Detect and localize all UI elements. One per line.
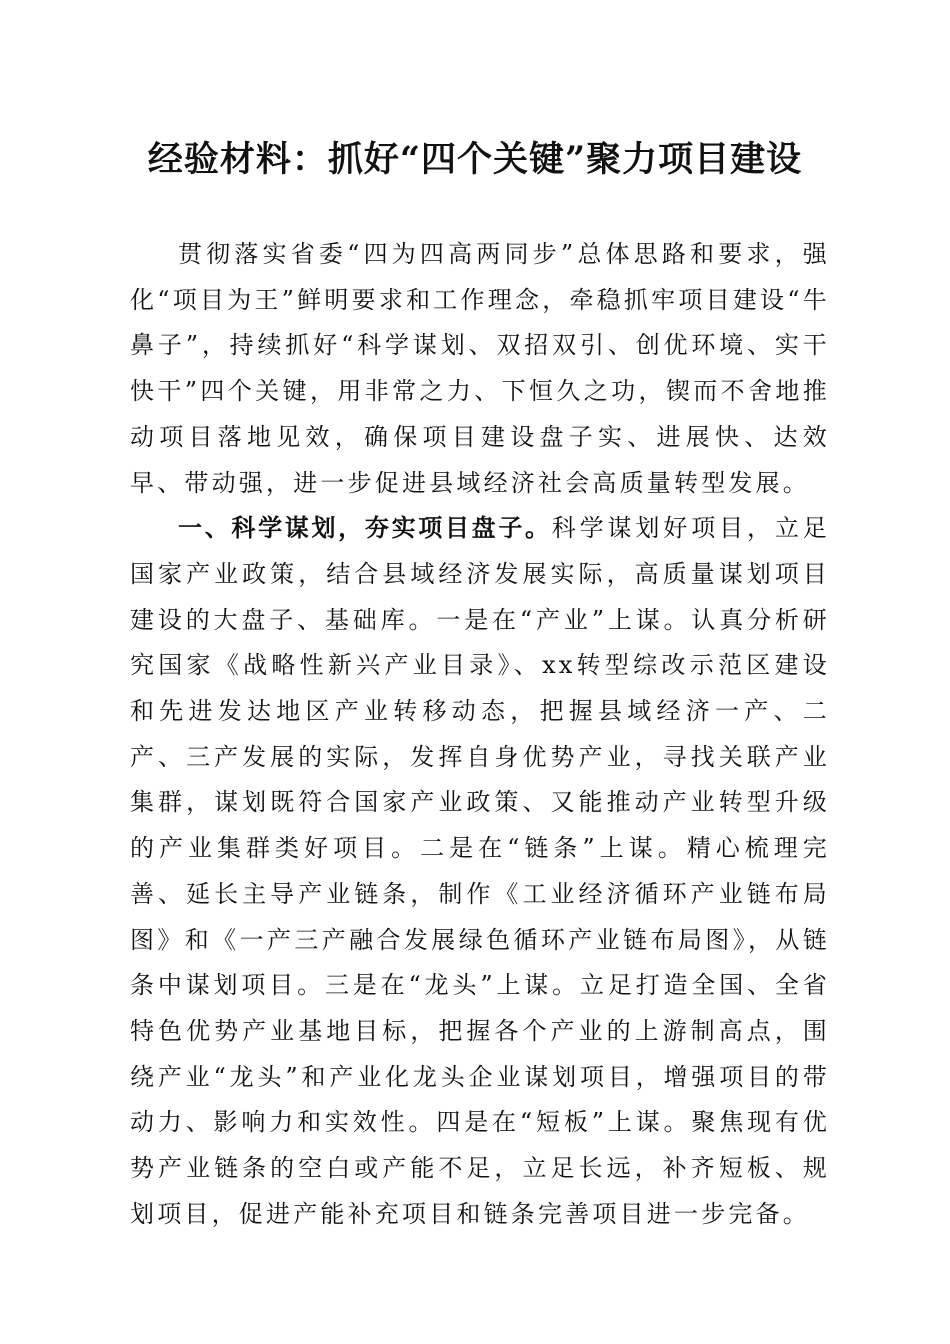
section-one-heading: 一、科学谋划，夯实项目盘子。 [178, 514, 552, 543]
document-body [130, 232, 830, 1237]
section-one-text: 科学谋划好项目，立足国家产业政策，结合县域经济发展实际，高质量谋划项目建设的大盘子、基础库。一是在“产业”上谋。认真分析研究国家《战略性新兴产业目录》、xx转型综改示范区建设和先进发达地区产业转移动态，把握县域经济一产、二产、三产发展的实际，发挥自身优势产业，寻找关联产业集群，谋划既符合国家产业政策、又能推动产业转型升级的产业集群类好项目。二是在“链条”上谋。精心梳理完善、延长主导产业链条，制作《工业经济循环产业链布局图》和《一产三产融合发展绿色循环产业链布局图》，从链条中谋划项目。三是在“龙头”上谋。立足打造全国、全省特色优势产业基地目标，把握各个产业的上游制高点，围绕产业“龙头”和产业化龙头企业谋划项目，增强项目的带动力、影响力和实效性。四是在“短板”上谋。聚焦现有优势产业链条的空白或产能不足，立足长远，补齐短板、规划项目，促进产能补充项目和链条完善项目进一步完备。 [130, 514, 831, 1228]
intro-paragraph [130, 232, 830, 506]
section-one-paragraph [130, 506, 830, 1237]
document-title: 经验材料：抓好“四个关键”聚力项目建设 [147, 139, 803, 180]
intro-paragraph-text: 贯彻落实省委“四为四高两同步”总体思路和要求，强化“项目为王”鲜明要求和工作理念，牵稳抓牢项目建设“牛鼻子”，持续抓好“科学谋划、双招双引、创优环境、实干快干”四个关键，用非常之力、下恒久之功，锲而不舍地推动项目落地见效，确保项目建设盘子实、进展快、达效早、带动强，进一步促进县域经济社会高质量转型发展。 [130, 240, 830, 497]
